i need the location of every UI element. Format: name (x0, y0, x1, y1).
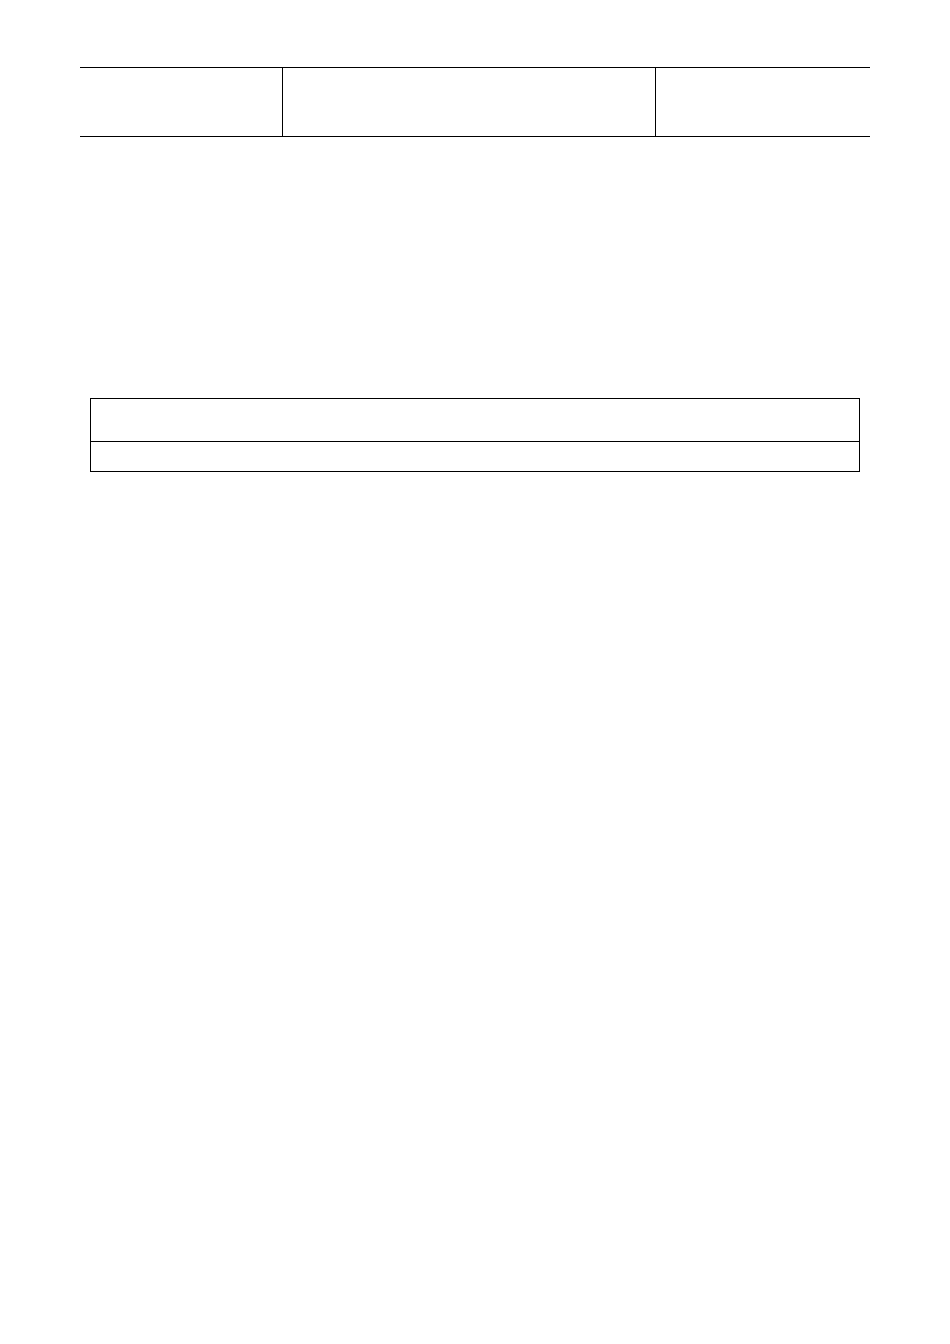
slogan (282, 68, 656, 136)
page-header (80, 67, 870, 137)
duties-header (90, 441, 860, 472)
benzhi-section (90, 398, 860, 442)
